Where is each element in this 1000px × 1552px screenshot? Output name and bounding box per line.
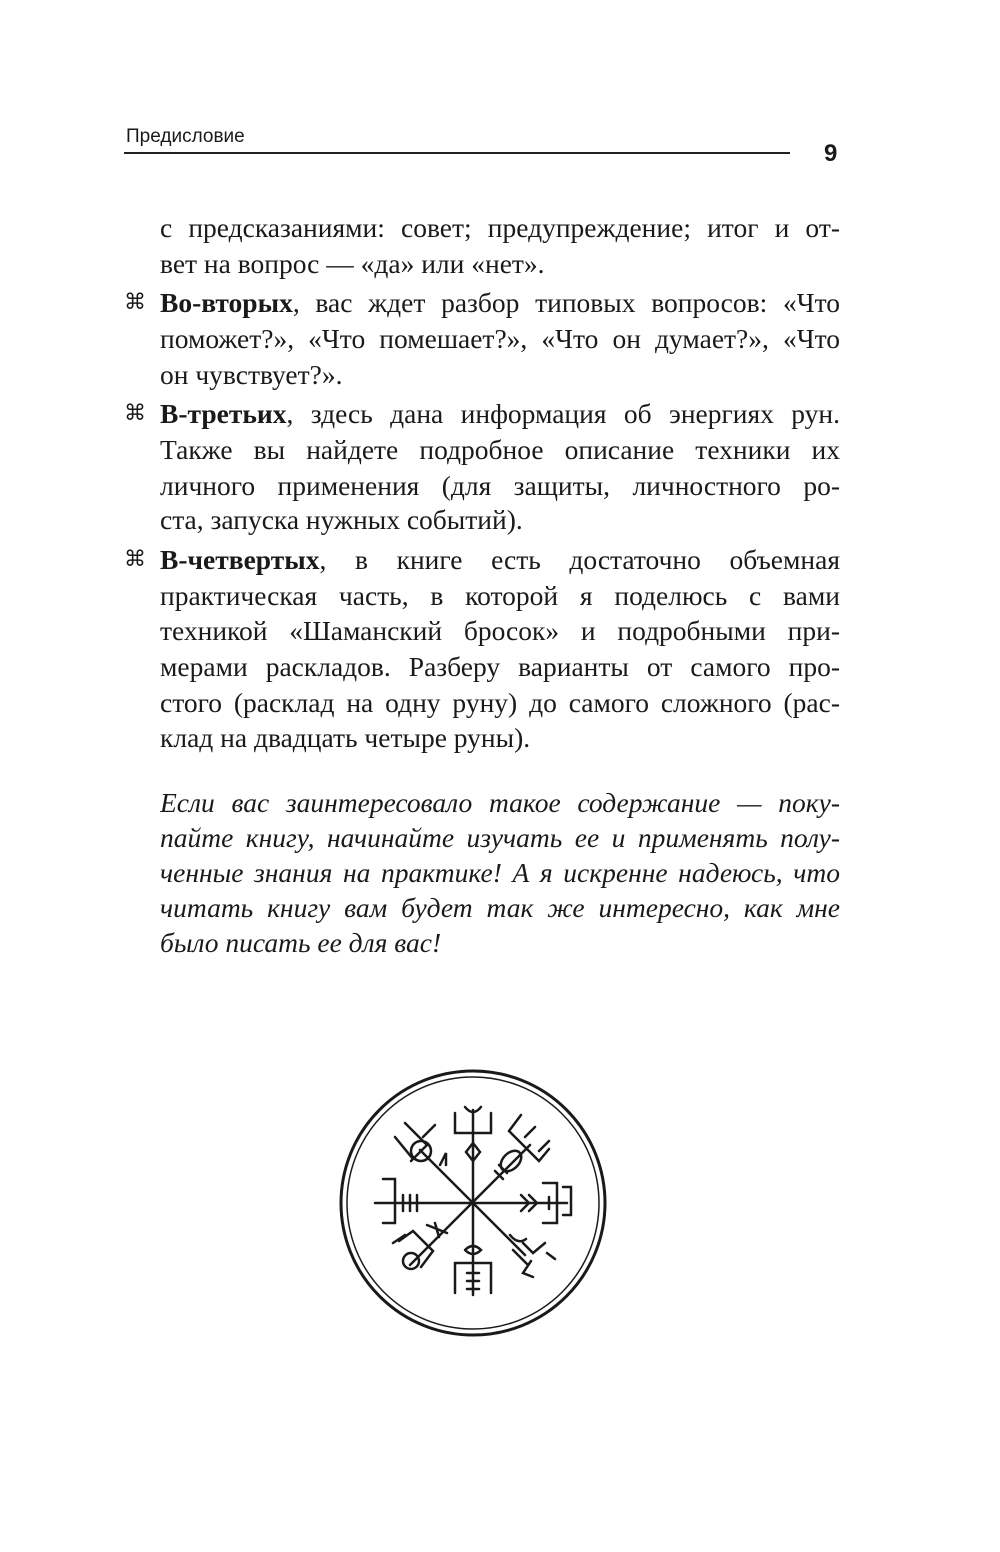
list-item-line (160, 396, 840, 432)
bullet-icon: ⌘ (124, 547, 146, 572)
list-item-line: поможет?», «Что помешает?», «Что он думает?», «Что (160, 323, 840, 354)
closing-line: было писать ее для вас! (160, 927, 442, 958)
bullet-text: , вас ждет разбор типовых вопросов: «Что (292, 287, 840, 318)
bullet-lead: В-четвертых (160, 544, 320, 575)
text-line: вет на вопрос — «да» или «нет». (160, 248, 545, 279)
closing-line: читать книгу вам будет так же интересно, как мне (160, 892, 840, 923)
bullet-icon: ⌘ (124, 290, 146, 315)
list-item-line: Также вы найдете подробное описание техники их (160, 434, 840, 465)
list-item-line (160, 285, 840, 321)
bullet-lead: В-третьих (160, 398, 287, 429)
bullet-text: , в книге есть достаточно объемная (319, 544, 840, 575)
running-head: Предисловие (126, 126, 245, 147)
bullet-icon: ⌘ (124, 401, 146, 426)
closing-line: пайте книгу, начинайте изучать ее и применять полу- (160, 822, 840, 853)
bullet-lead: Во-вторых (160, 287, 293, 318)
vegvisir-rune-compass-icon (335, 1065, 615, 1345)
text-line: с предсказаниями: совет; предупреждение; итог и от- (160, 212, 840, 243)
list-item-line: он чувствует?». (160, 359, 343, 390)
list-item-line: клад на двадцать четыре руны). (160, 722, 531, 753)
list-item-line: личного применения (для защиты, личностного ро- (160, 470, 840, 501)
list-item-line: мерами раскладов. Разберу варианты от самого про- (160, 651, 840, 682)
closing-line: Если вас заинтересовало такое содержание — поку- (160, 787, 840, 818)
list-item-line: техникой «Шаманский бросок» и подробными при- (160, 615, 840, 646)
list-item-line (160, 542, 840, 578)
closing-line: ченные знания на практике! А я искренне надеюсь, что (160, 857, 840, 888)
list-item-line: практическая часть, в которой я поделюсь с вами (160, 580, 840, 611)
list-item-line: стого (расклад на одну руну) до самого сложного (рас- (160, 687, 840, 718)
bullet-text: , здесь дана информация об энергиях рун. (286, 398, 840, 429)
list-item-line: ста, запуска нужных событий). (160, 504, 523, 535)
header-rule (124, 152, 790, 154)
page-number: 9 (824, 140, 838, 167)
